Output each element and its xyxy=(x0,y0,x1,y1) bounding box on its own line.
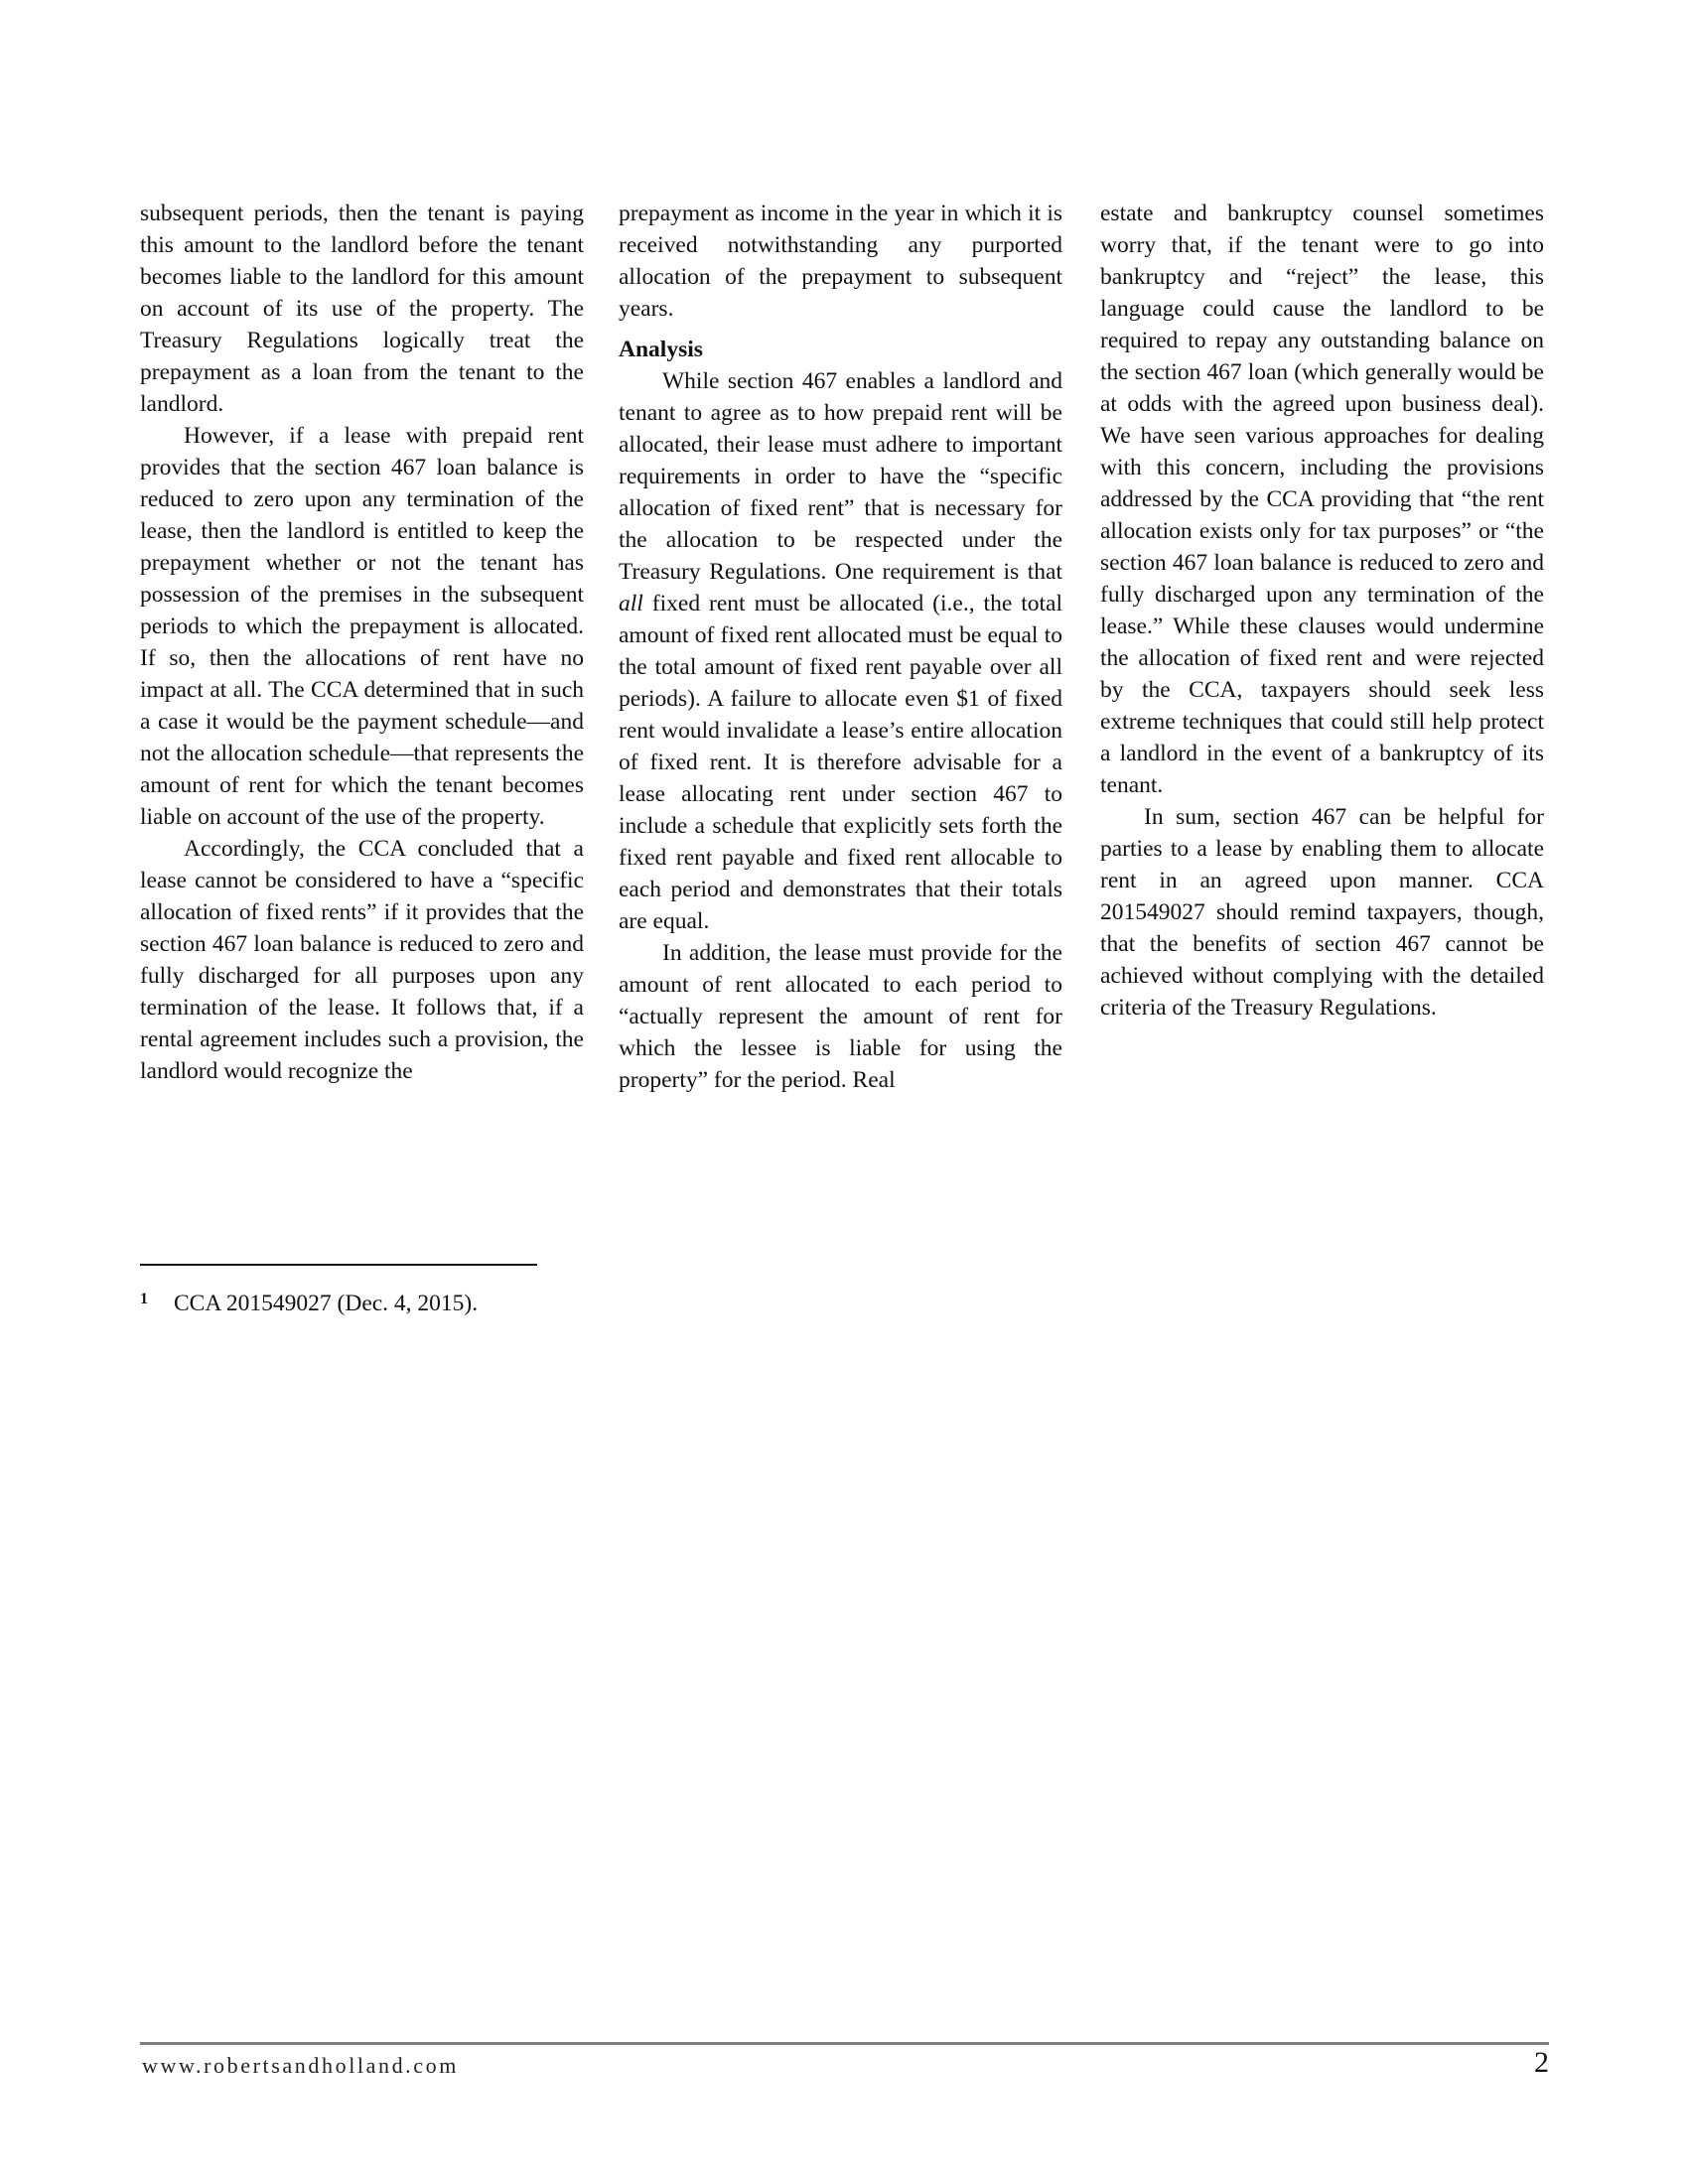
footnote-text: CCA 201549027 (Dec. 4, 2015). xyxy=(174,1291,479,1316)
paragraph: Accordingly, the CCA concluded that a lease cannot be considered to have a “specific allocation of fixed rents” if it provides that the section 467 loan balance is reduced to zero and fully discharged for all purposes upon any termination of the lease. It follows that, if a rental agreement includes such a provision, the landlord would recognize the xyxy=(140,836,584,1084)
paragraph: subsequent periods, then the tenant is paying this amount to the landlord before the tenant becomes liable to the landlord for this amount on account of its use of the property. The Treasury Regulations logically treat the prepayment as a loan from the tenant to the landlord. xyxy=(140,201,584,417)
footer-website-link[interactable]: www.robertsandholland.com xyxy=(142,2053,459,2078)
section-heading: Analysis xyxy=(619,337,703,362)
text-column-1 xyxy=(140,198,584,1087)
footer-divider xyxy=(140,2042,1549,2045)
text-column-2 xyxy=(619,198,1062,1096)
paragraph: prepayment as income in the year in which it is received notwithstanding any purported allocation of the prepayment to subsequent years. xyxy=(619,201,1062,322)
paragraph xyxy=(619,365,1062,937)
paragraph: In addition, the lease must provide for the amount of rent allocated to each period to “actually represent the amount of rent for which the lessee is liable for using the property” for the period. Real xyxy=(619,940,1062,1093)
text-column-3 xyxy=(1100,198,1544,1024)
paragraph: In sum, section 467 can be helpful for parties to a lease by enabling them to allocate rent in an agreed upon manner. CCA 201549027 should remind taxpayers, though, that the benefits of section 467 cannot be achieved without complying with the detailed criteria of the Treasury Regulations. xyxy=(1100,804,1544,1021)
paragraph: However, if a lease with prepaid rent provides that the section 467 loan balance is reduced to zero upon any termination of the lease, then the landlord is entitled to keep the prepayment whether or not the tenant has possession of the premises in the subsequent periods to which the prepayment is allocated. If so, then the allocations of rent have no impact at all. The CCA determined that in such a case it would be the payment schedule—and not the allocation schedule—that represents the amount of rent for which the tenant becomes liable on account of the use of the property. xyxy=(140,423,584,830)
footnote-marker: 1 xyxy=(140,1291,148,1307)
emphasis-text: all xyxy=(619,591,643,616)
paragraph-text: While section 467 enables a landlord and tenant to agree as to how prepaid rent will be allocated, their lease must adhere to important requirements in order to have the “specific allocation of fixed rent” that is necessary for the allocation to be respected under the Treasury Regulations. One requirement is that xyxy=(619,368,1062,585)
paragraph: estate and bankruptcy counsel sometimes worry that, if the tenant were to go into bankruptcy and “reject” the lease, this language could cause the landlord to be required to repay any outstanding balance on the section 467 loan (which generally would be at odds with the agreed upon business deal). We have seen various approaches for dealing with this concern, including the provisions addressed by the CCA providing that “the rent allocation exists only for tax purposes” or “the section 467 loan balance is reduced to zero and fully discharged upon any termination of the lease.” While these clauses would undermine the allocation of fixed rent and were rejected by the CCA, taxpayers should seek less extreme techniques that could still help protect a landlord in the event of a bankruptcy of its tenant. xyxy=(1100,201,1544,798)
footnote-divider xyxy=(140,1264,537,1266)
footnote xyxy=(140,1284,478,1319)
page-number: 2 xyxy=(1534,2046,1549,2079)
paragraph-text: fixed rent must be allocated (i.e., the total amount of fixed rent allocated must be equal to the total amount of fixed rent payable over all periods). A failure to allocate even $1 of fixed rent would invalidate a lease’s entire allocation of fixed rent. It is therefore advisable for a lease allocating rent under section 467 to include a schedule that explicitly sets forth the fixed rent payable and fixed rent allocable to each period and demonstrates that their totals are equal. xyxy=(619,591,1063,934)
